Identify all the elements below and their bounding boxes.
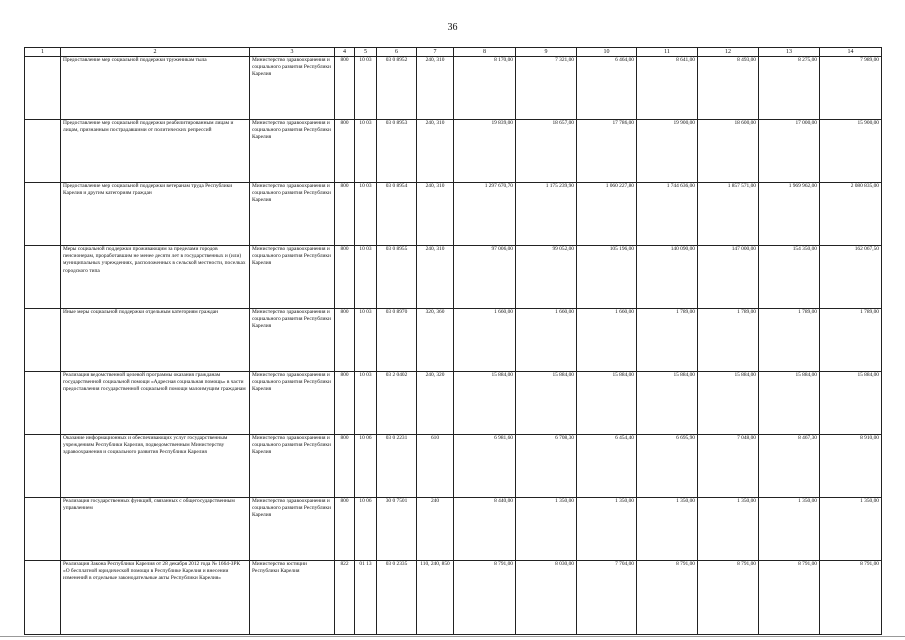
column-header: 9 bbox=[516, 48, 577, 57]
column-header: 1 bbox=[25, 48, 61, 57]
column-header: 11 bbox=[637, 48, 698, 57]
column-header: 2 bbox=[61, 48, 250, 57]
cell-measure-name: Меры социальной поддержки проживающим за пределами городов пенсионерам, проработавшим не менее десяти лет в государственных и (или) муниципальных учреждениях, расположенных в сельской местности, поселках городского типа bbox=[61, 246, 250, 309]
cell-col10: 17 786,00 bbox=[577, 120, 637, 183]
column-header: 13 bbox=[759, 48, 820, 57]
table-row bbox=[25, 435, 882, 498]
column-header: 3 bbox=[250, 48, 335, 57]
cell-col14: 15 884,00 bbox=[820, 372, 882, 435]
cell-measure-name: Реализация Закона Республики Карелия от 28 декабря 2012 года № 1664-ЗРК «О бесплатной юридической помощи в Республике Карелия и внесении изменений в отдельные законодательные акты Республики Карелия» bbox=[61, 561, 250, 635]
cell-col7: 240, 310 bbox=[417, 57, 454, 120]
cell-measure-name: Иные меры социальной поддержки отдельным категориям граждан bbox=[61, 309, 250, 372]
table-row bbox=[25, 183, 882, 246]
column-header: 7 bbox=[417, 48, 454, 57]
cell-col9: 1 175 239,90 bbox=[516, 183, 577, 246]
table-row bbox=[25, 120, 882, 183]
cell-measure-name: Реализация ведомственной целевой программы оказания гражданам государственной социальной помощи «Адресная социальная помощь» в части предоставления государственной социальной помощи малоимущим гражданам bbox=[61, 372, 250, 435]
cell-col7: 240, 310 bbox=[417, 183, 454, 246]
cell-col13: 1 969 962,00 bbox=[759, 183, 820, 246]
cell-col4: 800 bbox=[335, 498, 355, 561]
cell-col14: 2 080 835,00 bbox=[820, 183, 882, 246]
cell-col6: 03 0 2335 bbox=[377, 561, 417, 635]
cell-col4: 800 bbox=[335, 57, 355, 120]
cell-col9: 99 052,00 bbox=[516, 246, 577, 309]
cell-col12: 18 600,00 bbox=[698, 120, 759, 183]
cell-col12: 147 000,00 bbox=[698, 246, 759, 309]
cell-col13: 15 884,00 bbox=[759, 372, 820, 435]
table-row bbox=[25, 246, 882, 309]
cell-col13: 17 000,00 bbox=[759, 120, 820, 183]
cell-col1 bbox=[25, 183, 61, 246]
cell-col7: 610 bbox=[417, 435, 454, 498]
cell-col5: 10 06 bbox=[355, 435, 377, 498]
column-header: 4 bbox=[335, 48, 355, 57]
cell-col10: 1 660,00 bbox=[577, 309, 637, 372]
cell-col5: 10 06 bbox=[355, 498, 377, 561]
cell-col9: 1 660,00 bbox=[516, 309, 577, 372]
page-number: 36 bbox=[447, 22, 458, 33]
table-row bbox=[25, 498, 882, 561]
cell-col4: 800 bbox=[335, 372, 355, 435]
cell-col9: 6 708,30 bbox=[516, 435, 577, 498]
cell-col8: 8 170,00 bbox=[454, 57, 516, 120]
column-header: 10 bbox=[577, 48, 637, 57]
cell-col1 bbox=[25, 246, 61, 309]
cell-ministry: Министерство здравоохранения и социального развития Республики Карелия bbox=[250, 309, 335, 372]
cell-col11: 8 641,00 bbox=[637, 57, 698, 120]
table-row bbox=[25, 372, 882, 435]
cell-col10: 1 350,00 bbox=[577, 498, 637, 561]
cell-col8: 1 297 670,70 bbox=[454, 183, 516, 246]
cell-col11: 140 090,00 bbox=[637, 246, 698, 309]
cell-col4: 822 bbox=[335, 561, 355, 635]
table-row bbox=[25, 309, 882, 372]
cell-measure-name: Реализация государственных функций, связанных с общегосударственным управлением bbox=[61, 498, 250, 561]
cell-col6: 03 0 8955 bbox=[377, 246, 417, 309]
column-header: 12 bbox=[698, 48, 759, 57]
cell-col11: 15 884,00 bbox=[637, 372, 698, 435]
cell-col10: 7 704,00 bbox=[577, 561, 637, 635]
cell-col7: 320, 360 bbox=[417, 309, 454, 372]
cell-col11: 6 695,90 bbox=[637, 435, 698, 498]
budget-table bbox=[24, 47, 882, 635]
cell-col9: 1 350,00 bbox=[516, 498, 577, 561]
column-header: 5 bbox=[355, 48, 377, 57]
cell-ministry: Министерство здравоохранения и социального развития Республики Карелия bbox=[250, 498, 335, 561]
cell-col10: 105 196,00 bbox=[577, 246, 637, 309]
cell-col14: 7 989,00 bbox=[820, 57, 882, 120]
cell-col12: 8 493,00 bbox=[698, 57, 759, 120]
cell-col1 bbox=[25, 309, 61, 372]
cell-col14: 1 789,00 bbox=[820, 309, 882, 372]
cell-col6: 03 0 2231 bbox=[377, 435, 417, 498]
cell-col13: 154 350,00 bbox=[759, 246, 820, 309]
cell-col1 bbox=[25, 561, 61, 635]
cell-col10: 6 454,40 bbox=[577, 435, 637, 498]
cell-col1 bbox=[25, 372, 61, 435]
cell-ministry: Министерство юстиции Республики Карелия bbox=[250, 561, 335, 635]
cell-col14: 8 910,00 bbox=[820, 435, 882, 498]
cell-col5: 10 03 bbox=[355, 183, 377, 246]
cell-col10: 6 464,00 bbox=[577, 57, 637, 120]
cell-col1 bbox=[25, 435, 61, 498]
table-row bbox=[25, 57, 882, 120]
cell-col6: 30 0 7501 bbox=[377, 498, 417, 561]
cell-col8: 19 839,00 bbox=[454, 120, 516, 183]
cell-col13: 8 467,30 bbox=[759, 435, 820, 498]
cell-col8: 15 884,00 bbox=[454, 372, 516, 435]
cell-col10: 15 884,00 bbox=[577, 372, 637, 435]
cell-col12: 8 791,00 bbox=[698, 561, 759, 635]
cell-col13: 1 789,00 bbox=[759, 309, 820, 372]
cell-col4: 800 bbox=[335, 435, 355, 498]
cell-col6: 03 2 0402 bbox=[377, 372, 417, 435]
cell-col1 bbox=[25, 498, 61, 561]
cell-col14: 8 791,00 bbox=[820, 561, 882, 635]
cell-col1 bbox=[25, 57, 61, 120]
cell-col11: 1 744 636,00 bbox=[637, 183, 698, 246]
column-header: 8 bbox=[454, 48, 516, 57]
cell-col1 bbox=[25, 120, 61, 183]
cell-col12: 1 857 571,00 bbox=[698, 183, 759, 246]
cell-col9: 7 321,00 bbox=[516, 57, 577, 120]
cell-col5: 10 03 bbox=[355, 120, 377, 183]
table-row bbox=[25, 561, 882, 635]
cell-measure-name: Предоставление мер социальной поддержки ветеранам труда Республики Карелия и другим категориям граждан bbox=[61, 183, 250, 246]
cell-col7: 240, 310 bbox=[417, 246, 454, 309]
cell-col14: 15 900,00 bbox=[820, 120, 882, 183]
cell-col4: 800 bbox=[335, 309, 355, 372]
cell-col11: 8 791,00 bbox=[637, 561, 698, 635]
cell-col5: 10 03 bbox=[355, 57, 377, 120]
cell-col8: 8 440,00 bbox=[454, 498, 516, 561]
cell-col12: 1 789,00 bbox=[698, 309, 759, 372]
cell-col7: 240, 310 bbox=[417, 120, 454, 183]
cell-col13: 8 275,00 bbox=[759, 57, 820, 120]
cell-ministry: Министерство здравоохранения и социального развития Республики Карелия bbox=[250, 57, 335, 120]
cell-col13: 8 791,00 bbox=[759, 561, 820, 635]
cell-col12: 15 884,00 bbox=[698, 372, 759, 435]
cell-col5: 10 03 bbox=[355, 309, 377, 372]
cell-col7: 240, 320 bbox=[417, 372, 454, 435]
cell-col4: 800 bbox=[335, 183, 355, 246]
cell-ministry: Министерство здравоохранения и социального развития Республики Карелия bbox=[250, 183, 335, 246]
page-bottom-divider bbox=[0, 636, 905, 637]
cell-col8: 6 981,60 bbox=[454, 435, 516, 498]
cell-measure-name: Предоставление мер социальной поддержки труженикам тыла bbox=[61, 57, 250, 120]
cell-ministry: Министерство здравоохранения и социального развития Республики Карелия bbox=[250, 120, 335, 183]
cell-col13: 1 350,00 bbox=[759, 498, 820, 561]
cell-col9: 18 657,00 bbox=[516, 120, 577, 183]
cell-measure-name: Оказание информационных и обеспечивающих услуг государственным учреждениям Республики Карелия, подведомственным Министерству здравоохранения и социального развития Республики Карелия bbox=[61, 435, 250, 498]
cell-col10: 1 060 227,80 bbox=[577, 183, 637, 246]
cell-col11: 1 789,00 bbox=[637, 309, 698, 372]
cell-col12: 7 048,00 bbox=[698, 435, 759, 498]
column-number-row bbox=[25, 48, 882, 57]
cell-col9: 15 884,00 bbox=[516, 372, 577, 435]
cell-col7: 240 bbox=[417, 498, 454, 561]
cell-ministry: Министерство здравоохранения и социального развития Республики Карелия bbox=[250, 246, 335, 309]
cell-col8: 1 660,00 bbox=[454, 309, 516, 372]
cell-measure-name: Предоставление мер социальной поддержки реабилитированным лицам и лицам, признанным пострадавшими от политических репрессий bbox=[61, 120, 250, 183]
cell-ministry: Министерство здравоохранения и социального развития Республики Карелия bbox=[250, 372, 335, 435]
cell-col7: 110, 240, 850 bbox=[417, 561, 454, 635]
cell-ministry: Министерство здравоохранения и социального развития Республики Карелия bbox=[250, 435, 335, 498]
cell-col5: 01 13 bbox=[355, 561, 377, 635]
cell-col11: 19 900,00 bbox=[637, 120, 698, 183]
cell-col9: 8 030,00 bbox=[516, 561, 577, 635]
cell-col6: 03 0 8970 bbox=[377, 309, 417, 372]
cell-col6: 03 0 8952 bbox=[377, 57, 417, 120]
cell-col6: 03 0 8953 bbox=[377, 120, 417, 183]
cell-col12: 1 350,00 bbox=[698, 498, 759, 561]
cell-col6: 03 0 8954 bbox=[377, 183, 417, 246]
cell-col14: 162 067,50 bbox=[820, 246, 882, 309]
cell-col14: 1 350,00 bbox=[820, 498, 882, 561]
cell-col4: 800 bbox=[335, 120, 355, 183]
cell-col11: 1 350,00 bbox=[637, 498, 698, 561]
cell-col4: 800 bbox=[335, 246, 355, 309]
column-header: 6 bbox=[377, 48, 417, 57]
cell-col8: 8 791,00 bbox=[454, 561, 516, 635]
column-header: 14 bbox=[820, 48, 882, 57]
cell-col8: 97 006,00 bbox=[454, 246, 516, 309]
cell-col5: 10 03 bbox=[355, 372, 377, 435]
cell-col5: 10 03 bbox=[355, 246, 377, 309]
